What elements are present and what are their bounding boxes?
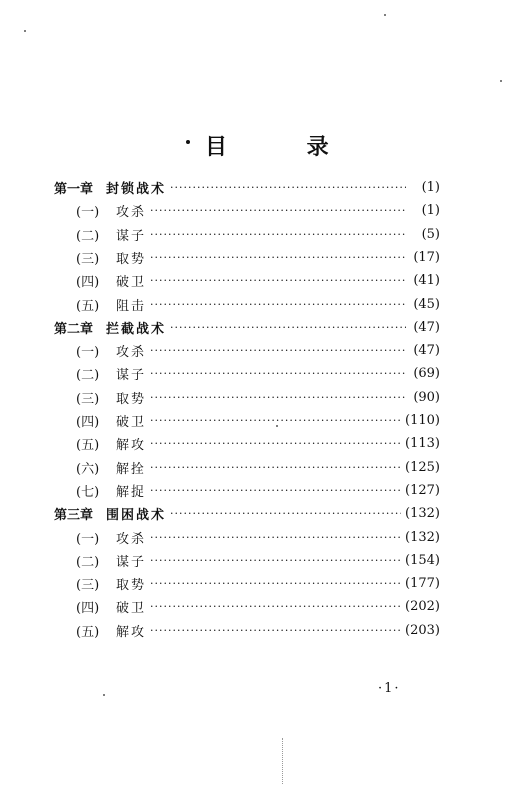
toc-entry-number: (二) bbox=[76, 228, 100, 244]
dot-leader bbox=[150, 344, 406, 357]
toc-section-row bbox=[76, 409, 440, 432]
toc-page-number: (125) bbox=[405, 459, 440, 475]
toc-section-row bbox=[76, 386, 440, 409]
toc-entry-number: (三) bbox=[76, 578, 100, 594]
dot-leader bbox=[150, 204, 406, 217]
toc-section-row bbox=[76, 549, 440, 572]
toc-entry-title: 解攻 bbox=[116, 438, 147, 454]
dot-leader bbox=[150, 484, 401, 497]
footer-page-number: ·1· bbox=[378, 681, 401, 696]
toc-entry-number: (三) bbox=[76, 251, 100, 267]
toc-section-row bbox=[76, 269, 440, 292]
dot-leader bbox=[150, 251, 406, 264]
toc-entry-number: (四) bbox=[76, 601, 100, 617]
toc-section-row bbox=[76, 619, 440, 642]
toc-page-number: (202) bbox=[405, 599, 440, 615]
toc-entry-number: 第三章 bbox=[54, 508, 94, 524]
toc-entry-number: (三) bbox=[76, 391, 100, 407]
page-title: 目 录 bbox=[205, 134, 365, 160]
toc-entry-title: 解攻 bbox=[116, 624, 147, 640]
toc-entry-number: (四) bbox=[76, 275, 100, 291]
toc-section-row bbox=[76, 362, 440, 385]
toc-chapter-row bbox=[54, 502, 440, 525]
toc-page-number: (47) bbox=[413, 319, 440, 335]
toc-page-number: (41) bbox=[413, 273, 440, 289]
toc-section-row bbox=[76, 572, 440, 595]
toc-section-row bbox=[76, 595, 440, 618]
toc-entry-number: (七) bbox=[76, 484, 100, 500]
toc-entry-number: (六) bbox=[76, 461, 100, 477]
dot-leader bbox=[150, 554, 401, 567]
dot-leader bbox=[150, 624, 401, 637]
toc-entry-number: (四) bbox=[76, 415, 100, 430]
toc-section-row bbox=[76, 199, 440, 222]
dot-leader bbox=[150, 367, 406, 380]
scan-speck bbox=[276, 425, 278, 427]
toc-page-number: (132) bbox=[405, 529, 440, 545]
toc-page-number: (154) bbox=[405, 552, 440, 568]
toc-entry-number: (一) bbox=[76, 531, 100, 547]
toc-chapter-row bbox=[54, 316, 440, 339]
toc-entry-title: 解捉 bbox=[116, 484, 147, 500]
toc-page-number: (203) bbox=[405, 622, 440, 638]
toc-entry-title: 围困战术 bbox=[106, 508, 167, 524]
toc-entry-title: 破卫 bbox=[116, 275, 147, 291]
toc-entry-title: 攻杀 bbox=[116, 531, 147, 547]
dot-leader bbox=[170, 181, 406, 194]
toc-page-number: (47) bbox=[413, 343, 440, 359]
scan-speck bbox=[500, 80, 502, 82]
toc-section-row bbox=[76, 293, 440, 316]
toc-page-number: (5) bbox=[421, 226, 440, 242]
toc-page-number: (1) bbox=[421, 203, 440, 219]
toc-entry-number: 第二章 bbox=[54, 321, 94, 337]
dot-leader bbox=[150, 531, 401, 544]
toc-section-row bbox=[76, 432, 440, 455]
toc-entry-title: 谋子 bbox=[116, 554, 147, 570]
dot-leader bbox=[150, 461, 401, 474]
toc-page-number: (17) bbox=[413, 249, 440, 265]
toc-entry-title: 攻杀 bbox=[116, 205, 147, 221]
toc-page-number: (69) bbox=[413, 366, 440, 382]
dot-leader bbox=[170, 507, 401, 520]
toc-section-row bbox=[76, 339, 440, 362]
toc-page-number: (45) bbox=[413, 296, 440, 312]
toc-page-number: (132) bbox=[405, 506, 440, 522]
toc-page-number: (113) bbox=[405, 436, 440, 452]
toc-entry-number: (二) bbox=[76, 554, 100, 570]
dot-leader bbox=[170, 321, 406, 334]
dot-leader bbox=[150, 228, 406, 241]
dot-leader bbox=[150, 391, 406, 404]
toc-page-number: (177) bbox=[405, 576, 440, 592]
toc-entry-number: 第一章 bbox=[54, 182, 94, 197]
title-dot bbox=[186, 140, 190, 144]
toc-entry-title: 取势 bbox=[116, 578, 147, 594]
dot-leader bbox=[150, 600, 401, 613]
toc-entry-title: 解拴 bbox=[116, 461, 147, 477]
dot-leader bbox=[150, 298, 406, 311]
toc-entry-title: 谋子 bbox=[116, 228, 147, 244]
toc-section-row bbox=[76, 456, 440, 479]
dot-leader bbox=[150, 577, 401, 590]
toc-page-number: (90) bbox=[413, 389, 440, 405]
toc-section-row bbox=[76, 479, 440, 502]
toc-section-row bbox=[76, 526, 440, 549]
toc-entry-number: (五) bbox=[76, 624, 100, 640]
toc-page-number: (127) bbox=[405, 482, 440, 498]
toc-section-row bbox=[76, 246, 440, 269]
toc-entry-title: 破卫 bbox=[116, 415, 147, 430]
toc-entry-number: (五) bbox=[76, 298, 100, 314]
toc-entry-title: 取势 bbox=[116, 391, 147, 407]
dot-leader bbox=[150, 274, 406, 287]
toc-entry-title: 破卫 bbox=[116, 601, 147, 617]
toc-entry-number: (二) bbox=[76, 368, 100, 384]
toc-entry-number: (一) bbox=[76, 205, 100, 221]
toc-entry-title: 阻击 bbox=[116, 298, 147, 314]
toc-entry-title: 封锁战术 bbox=[106, 182, 167, 197]
toc-section-row bbox=[76, 223, 440, 246]
toc-entry-title: 拦截战术 bbox=[106, 321, 167, 337]
toc-entry-number: (一) bbox=[76, 345, 100, 361]
toc-page-number: (1) bbox=[421, 180, 440, 195]
scan-speck bbox=[384, 14, 386, 16]
scan-speck bbox=[103, 694, 105, 696]
toc-entry-title: 攻杀 bbox=[116, 345, 147, 361]
toc-entry-title: 取势 bbox=[116, 251, 147, 267]
scan-speck bbox=[24, 30, 26, 32]
toc-entry-title: 谋子 bbox=[116, 368, 147, 384]
dot-leader bbox=[150, 437, 401, 450]
toc-chapter-row bbox=[54, 176, 440, 199]
toc-entry-number: (五) bbox=[76, 438, 100, 454]
scan-fold-line bbox=[282, 738, 283, 784]
toc-page-number: (110) bbox=[405, 413, 440, 428]
